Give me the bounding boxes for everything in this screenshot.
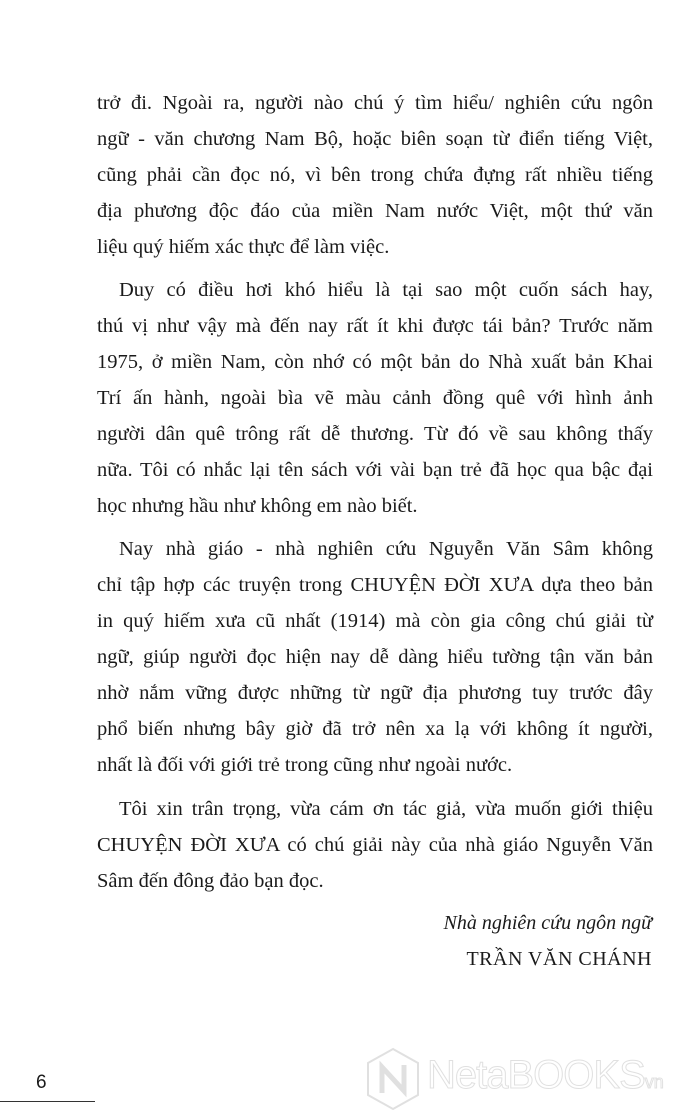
text-line: trở đi. Ngoài ra, người nào chú ý tìm hiểu/ nghiên cứu ngôn [97,92,653,114]
text-line: cũng phải cần đọc nó, vì bên trong chứa đựng rất nhiều tiếng [97,164,653,186]
text-line: phổ biến nhưng bây giờ đã trở nên xa lạ với không ít người, [97,718,653,740]
signature-name: TRẦN VĂN CHÁNH [466,948,652,970]
text-line: học nhưng hầu như không em nào biết. [97,495,418,517]
text-line: nhờ nắm vững được những từ ngữ địa phương tuy trước đây [97,682,653,704]
text-line: địa phương độc đáo của miền Nam nước Việt, một thứ văn [97,200,653,222]
text-line: Duy có điều hơi khó hiểu là tại sao một cuốn sách hay, [119,279,653,301]
text-line: nhất là đối với giới trẻ trong cũng như ngoài nước. [97,754,513,776]
text-line: Nay nhà giáo - nhà nghiên cứu Nguyễn Văn Sâm không [119,538,653,560]
page-number: 6 [36,1072,47,1093]
text-line: chỉ tập hợp các truyện trong CHUYỆN ĐỜI XƯA dựa theo bản [97,574,653,596]
text-line: in quý hiếm xưa cũ nhất (1914) mà còn gia công chú giải từ [97,610,653,632]
text-line: Tôi xin trân trọng, vừa cám ơn tác giả, vừa muốn giới thiệu [119,798,653,820]
footer-rule [0,1101,95,1102]
paragraph-1 [97,85,653,265]
text-line: liệu quý hiếm xác thực để làm việc. [97,236,390,258]
paragraph-4 [97,791,653,899]
text-line: CHUYỆN ĐỜI XƯA có chú giải này của nhà giáo Nguyễn Văn [97,834,653,856]
text-line: Trí ấn hành, ngoài bìa vẽ màu cảnh đồng quê với hình ảnh [97,387,653,409]
signature-role: Nhà nghiên cứu ngôn ngữ [443,912,652,934]
text-line: người dân quê trông rất dễ thương. Từ đó về sau không thấy [97,423,653,445]
text-line: Sâm đến đông đảo bạn đọc. [97,870,324,892]
watermark-logo [365,1045,695,1115]
hexagon-n-icon [365,1047,421,1111]
paragraph-3 [97,531,653,783]
text-line: ngữ, giúp người đọc hiện nay dễ dàng hiểu tường tận văn bản [97,646,653,668]
text-line: nữa. Tôi có nhắc lại tên sách với vài bạn trẻ đã học qua bậc đại [97,459,653,481]
text-line: thú vị như vậy mà đến nay rất ít khi được tái bản? Trước năm [97,315,653,337]
watermark-text: NetaBOOKSvn [427,1053,664,1097]
text-line: ngữ - văn chương Nam Bộ, hoặc biên soạn từ điển tiếng Việt, [97,128,653,150]
text-line: 1975, ở miền Nam, còn nhớ có một bản do Nhà xuất bản Khai [97,351,653,373]
paragraph-2 [97,272,653,524]
